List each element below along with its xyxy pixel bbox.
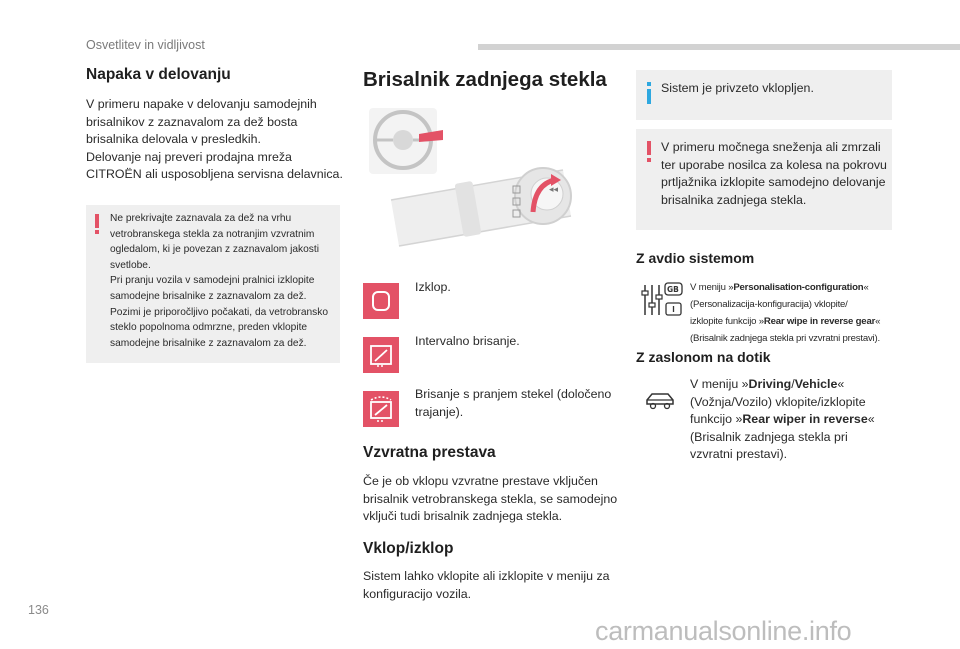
touch-screen-instructions: [690, 376, 875, 464]
svg-text:GB: GB: [667, 285, 679, 294]
wiper-off-icon: [363, 283, 399, 319]
audio-pre: V meniju »: [690, 282, 734, 293]
touch-sep: /: [791, 377, 795, 391]
on-off-heading: Vklop/izklop: [363, 540, 454, 557]
warning-exclamation-icon: [92, 211, 102, 235]
audio-post2: « (Brisalnik zadnjega stekla pri vzvratni prestavi).: [690, 316, 881, 344]
audio-post1: « (Personalizacija-konfiguracija) vklopite/ izklopite funkcijo »: [690, 282, 869, 327]
rear-wiper-heading: Brisalnik zadnjega stekla: [363, 68, 607, 91]
info-default-text: Sistem je privzeto vklopljen.: [661, 81, 814, 95]
page-number: 136: [28, 603, 49, 617]
wiper-wash-icon: [363, 391, 399, 427]
mode-intermittent-label: Intervalno brisanje.: [415, 334, 520, 348]
warning-box-snow: [636, 129, 892, 230]
wiper-stalk-illustration: [363, 104, 589, 254]
mode-wash-label: Brisanje s pranjem stekel (določeno trajanje).: [415, 387, 612, 419]
snow-warning-text: V primeru močnega sneženja ali zmrzali ter uporabe nosilca za kolesa na pokrovu prtljažnika izklopite samodejno delovanje brisalnika zadnjega stekla.: [661, 140, 887, 207]
touch-screen-heading: Z zaslonom na dotik: [636, 349, 771, 365]
mode-off-label: Izklop.: [415, 280, 451, 294]
wiper-intermittent-icon: [363, 337, 399, 373]
malfunction-heading: Napaka v delovanju: [86, 66, 231, 83]
warning-exclamation-icon: [645, 141, 653, 163]
warning-box: [86, 205, 340, 363]
touch-pre: V meniju »: [690, 377, 749, 391]
info-box-default: [636, 70, 892, 120]
audio-function-name: Rear wipe in reverse gear: [763, 316, 876, 327]
section-title: Osvetlitev in vidljivost: [86, 38, 205, 52]
touch-menu2-name: Vehicle: [794, 377, 838, 391]
car-icon: [644, 390, 676, 412]
touch-function-name: Rear wiper in reverse: [742, 412, 868, 426]
warning-text: Ne prekrivajte zaznavala za dež na vrhu vetrobranskega stekla za notranjim vzvratnim ogledalom, ki je povezan z zaznavalom jakosti svetlobe. Pri pranju vozila v samodejni pralnici izklopite samodejne brisalnike z zaznavalom za dež. Pozimi je priporočljivo počakati, da vetrobransko steklo popolnoma odmrzne, preden vklopite samodejne brisalnike z zaznavalom za dež.: [110, 213, 329, 349]
header-bar: [478, 44, 960, 50]
audio-menu-name: Personalisation-configuration: [733, 282, 864, 293]
reverse-gear-heading: Vzvratna prestava: [363, 444, 496, 461]
svg-text:◂◂: ◂◂: [549, 185, 559, 195]
touch-post1: « (Vožnja/Vozilo) vklopite/izklopite funkcijo »: [690, 377, 866, 426]
on-off-body: Sistem lahko vklopite ali izklopite v meniju za konfiguracijo vozila.: [363, 569, 610, 601]
audio-system-instructions: [690, 279, 880, 347]
touch-menu-name: Driving: [748, 377, 792, 391]
audio-settings-icon: [640, 281, 684, 321]
malfunction-body: V primeru napake v delovanju samodejnih brisalnikov z zaznavalom za dež bosta brisalnika delovala v presledkih. Delovanje naj preveri prodajna mreža CITROËN ali usposobljena servisna delavnica.: [86, 97, 343, 181]
reverse-gear-body: Če je ob vklopu vzvratne prestave vključen brisalnik vetrobranskega stekla, se samodejno vključi tudi brisalnik zadnjega stekla.: [363, 474, 618, 523]
audio-system-heading: Z avdio sistemom: [636, 250, 755, 266]
info-mark-icon: [645, 82, 653, 104]
watermark: carmanualsonline.info: [595, 616, 852, 646]
touch-post2: « (Brisalnik zadnjega stekla pri vzvratni prestavi).: [690, 412, 875, 461]
